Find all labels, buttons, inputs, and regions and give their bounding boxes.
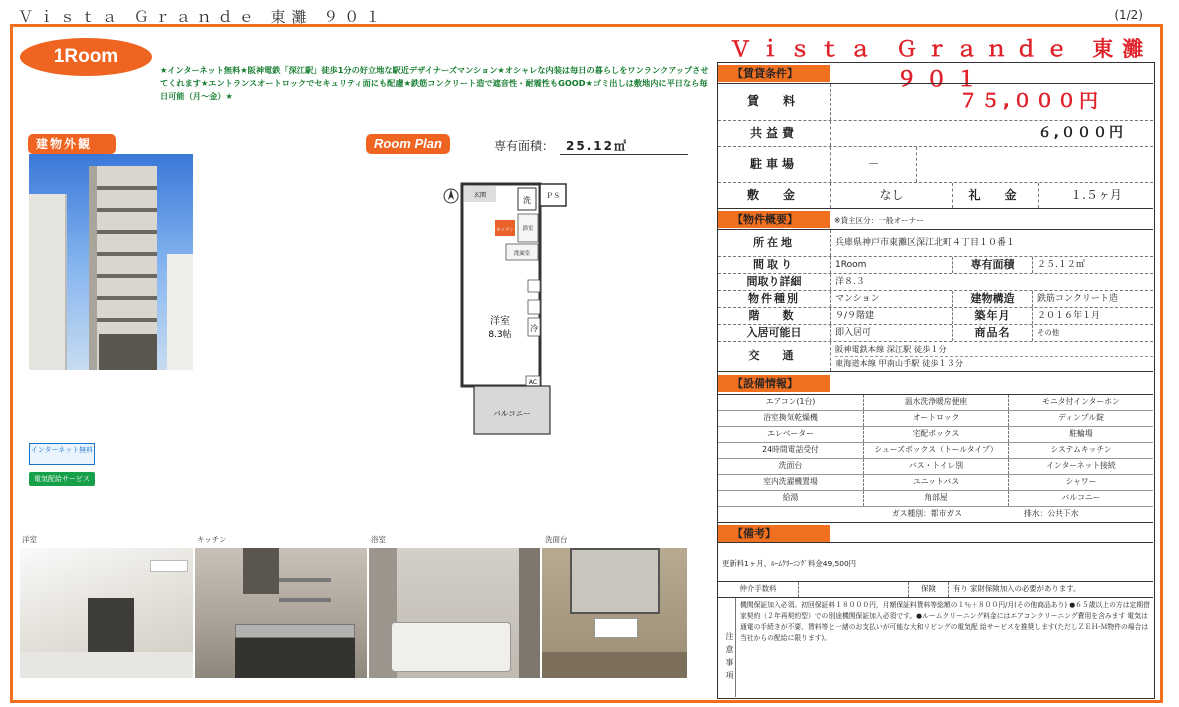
area-value: 25.12㎡ — [560, 137, 688, 155]
plan-washroom: 洗面室 — [513, 251, 531, 257]
photo-caption-kitchen: キッチン — [197, 535, 227, 544]
landlord-note: ※貸主区分：一般オーナー — [834, 215, 924, 225]
structure-label: 建物構造 — [952, 291, 1032, 307]
layout-value: 1Room — [830, 257, 952, 273]
type-value: マンション — [830, 291, 952, 307]
header-title: Ｖｉｓｔａ Ｇｒａｎｄｅ 東灘 ９０１ — [18, 8, 387, 26]
floor-value: ９/９階建 — [830, 308, 952, 324]
layout-detail-label: 間取り詳細 — [746, 274, 802, 288]
parking-row — [718, 147, 1153, 183]
plan-bath: 浴室 — [522, 226, 534, 232]
equipment-item: 室内洗濯機置場 — [763, 477, 818, 487]
move-in-label: 入居可能日 — [746, 325, 802, 339]
equipment-header: 【設備情報】 — [718, 375, 830, 392]
electric-service-badge: 電気配給サービス — [29, 472, 95, 486]
room-photo-western — [20, 548, 193, 678]
area-label: 専有面積： — [494, 139, 555, 153]
transport-label: 交 通 — [748, 349, 800, 363]
type-row — [718, 291, 1153, 308]
layout-detail-value: 洋８.３ — [830, 274, 1153, 290]
equipment-row — [718, 427, 1153, 443]
equipment-row — [718, 411, 1153, 427]
structure-value: 鉄筋コンクリート造 — [1032, 291, 1153, 307]
equipment-item: バス・トイレ別 — [863, 459, 1008, 474]
area-label-right: 専有面積 — [952, 257, 1032, 273]
plan-kitchen: キッチン — [495, 228, 515, 233]
equipment-item: エアコン(1台) — [765, 397, 816, 407]
remarks-header: 【備考】 — [718, 525, 830, 542]
equipment-item: ディンプル錠 — [1008, 411, 1153, 426]
product-label: 商品名 — [952, 325, 1032, 341]
parking-value: － — [830, 147, 916, 182]
equipment-item: 洗面台 — [778, 461, 803, 471]
gas-type: ガス種別：都市ガス — [891, 509, 962, 519]
plan-rei: 冷 — [530, 324, 538, 333]
area-line — [494, 137, 688, 155]
property-title: Ｖｉｓｔａ Ｇｒａｎｄｅ 東灘 ９０１ — [729, 37, 1153, 91]
room-type-badge: 1Room — [20, 38, 152, 76]
plan-genkan: 玄関 — [473, 192, 487, 199]
plan-ps: ＰＳ — [546, 192, 560, 200]
floor-row — [718, 308, 1153, 325]
parking-label: 駐車場 — [749, 156, 798, 171]
remarks-text: 更新料1ヶ月、ﾙｰﾑｸﾘｰﾆﾝｸﾞ料金49,500円 — [722, 558, 857, 568]
drainage-type: 排水：公共下水 — [1024, 509, 1079, 519]
built-value: ２０１６年１月 — [1032, 308, 1153, 324]
equipment-row — [718, 491, 1153, 507]
equipment-item: システムキッチン — [1008, 443, 1153, 458]
equipment-item: バルコニー — [1008, 491, 1153, 506]
rent-value: ７５,０００円 — [830, 84, 1153, 120]
equipment-row — [718, 459, 1153, 475]
transport-line-1: 阪神電鉄本線 深江駅 徒歩１分 — [835, 345, 1153, 356]
remarks-box — [718, 542, 1153, 582]
transport-line-2: 東海道本線 甲南山手駅 徒歩１３分 — [835, 357, 964, 368]
layout-row — [718, 257, 1153, 274]
photo-caption-vanity: 洗面台 — [545, 535, 568, 544]
insurance-label: 保険 — [908, 582, 948, 597]
common-fee-row — [718, 121, 1153, 147]
area-value-right: ２５.１２㎡ — [1032, 257, 1153, 273]
equipment-row — [718, 475, 1153, 491]
equipment-item: 温水洗浄暖房便座 — [863, 395, 1008, 410]
broker-fee-label: 仲介手数料 — [739, 584, 777, 594]
property-info-panel — [717, 62, 1155, 699]
property-overview-header: 【物件概要】 — [718, 211, 830, 228]
address-value: 兵庫県神戸市東灘区深江北町４丁目１０番１ — [830, 230, 1153, 256]
rent-row — [718, 83, 1153, 121]
layout-label: 間取り — [753, 257, 795, 271]
room-plan-label: Room Plan — [366, 134, 450, 154]
floor-plan — [440, 180, 570, 438]
photo-caption-western: 洋室 — [22, 535, 37, 544]
internet-free-badge: インターネット無料 — [29, 443, 95, 465]
equipment-item: モニタ付インターホン — [1008, 395, 1153, 410]
broker-fee-row — [718, 582, 1153, 598]
equipment-item: 24時間電話受付 — [762, 445, 819, 455]
floor-label: 階 数 — [748, 308, 800, 322]
plan-room: 洋室 — [490, 316, 510, 327]
room-photo-bath — [369, 548, 540, 678]
built-label: 築年月 — [952, 308, 1032, 324]
deposit-label: 敷 金 — [746, 187, 801, 202]
equipment-row — [718, 395, 1153, 411]
layout-detail-row — [718, 274, 1153, 291]
address-label: 所在地 — [753, 235, 795, 249]
common-fee-label: 共益費 — [749, 125, 798, 140]
equipment-item: シューズボックス（トールタイプ） — [863, 443, 1008, 458]
plan-sentaku: 洗 — [523, 196, 531, 205]
equipment-item: ユニットバス — [863, 475, 1008, 490]
common-fee-value: ６,０００円 — [830, 121, 1153, 146]
transport-row — [718, 342, 1153, 372]
plan-ac: AC — [528, 379, 538, 386]
move-in-value: 即入居可 — [830, 325, 952, 341]
photo-caption-bath: 浴室 — [371, 535, 386, 544]
equipment-item: インターネット接続 — [1008, 459, 1153, 474]
address-row — [718, 229, 1153, 257]
room-photo-kitchen — [195, 548, 367, 678]
insurance-value: 有り 家財保険加入の必要があります。 — [948, 582, 1153, 597]
deposit-value: なし — [830, 183, 952, 208]
page-number: (1/2) — [1114, 8, 1143, 22]
notes-box — [718, 598, 1153, 697]
equipment-item: オートロック — [863, 411, 1008, 426]
equipment-item: 給湯 — [782, 493, 799, 503]
rent-label: 賃 料 — [746, 94, 801, 109]
utilities-row — [718, 507, 1153, 523]
equipment-table — [718, 394, 1153, 519]
plan-room-size: 8.3帖 — [488, 330, 512, 340]
type-label: 物件種別 — [748, 291, 800, 305]
move-in-row — [718, 325, 1153, 342]
key-money-label: 礼 金 — [952, 183, 1038, 208]
building-exterior-photo — [29, 154, 193, 370]
product-value: その他 — [1032, 325, 1153, 341]
equipment-item: 浴室換気乾燥機 — [763, 413, 818, 423]
deposit-row — [718, 183, 1153, 209]
plan-balcony: バルコニー — [493, 409, 531, 418]
equipment-item: 駐輪場 — [1008, 427, 1153, 442]
rental-conditions-header: 【賃貸条件】 — [718, 65, 830, 82]
equipment-item: 角部屋 — [863, 491, 1008, 506]
promo-text: ★インターネット無料★阪神電鉄「深江駅」徒歩1分の好立地な駅近デザイナーズマンション★オシャレな内装は毎日の暮らしをワンランクアップさせてくれます★エントランスオートロックでセキュリティ面にも配慮★鉄筋コンクリート造で遮音性・耐震性もGOOD★ゴミ出しは敷地内に平日なら毎日可能（月～金）★ — [160, 65, 709, 101]
notes-text: 機関保証加入必須。初回保証料１８０００円，月額保証料賃料等総額の１％＋８００円/月(その他商品あり) ●６５歳以上の方は定期借家契約（２年再契約型）での別途機関保証加入必須です。●ルームクリーニング料金にはエアコンクリーニング費用を含みます 電気は通電の手続きが不要、賃料等と一緒のお支払いが可能な大和リビングの電気配 給サービスを推奨します(ただしＺＥＨ-Ｍ物件の場合は当社からの配給に限ります)。 — [740, 601, 1150, 642]
equipment-item: 宅配ボックス — [863, 427, 1008, 442]
equipment-item: エレベーター — [767, 429, 814, 439]
room-photo-vanity — [542, 548, 687, 678]
key-money-value: １.５ヶ月 — [1038, 183, 1153, 208]
equipment-item: シャワー — [1008, 475, 1153, 490]
building-exterior-label: 建物外観 — [28, 134, 116, 154]
notes-label: 注意事項 — [718, 598, 736, 697]
equipment-row — [718, 443, 1153, 459]
